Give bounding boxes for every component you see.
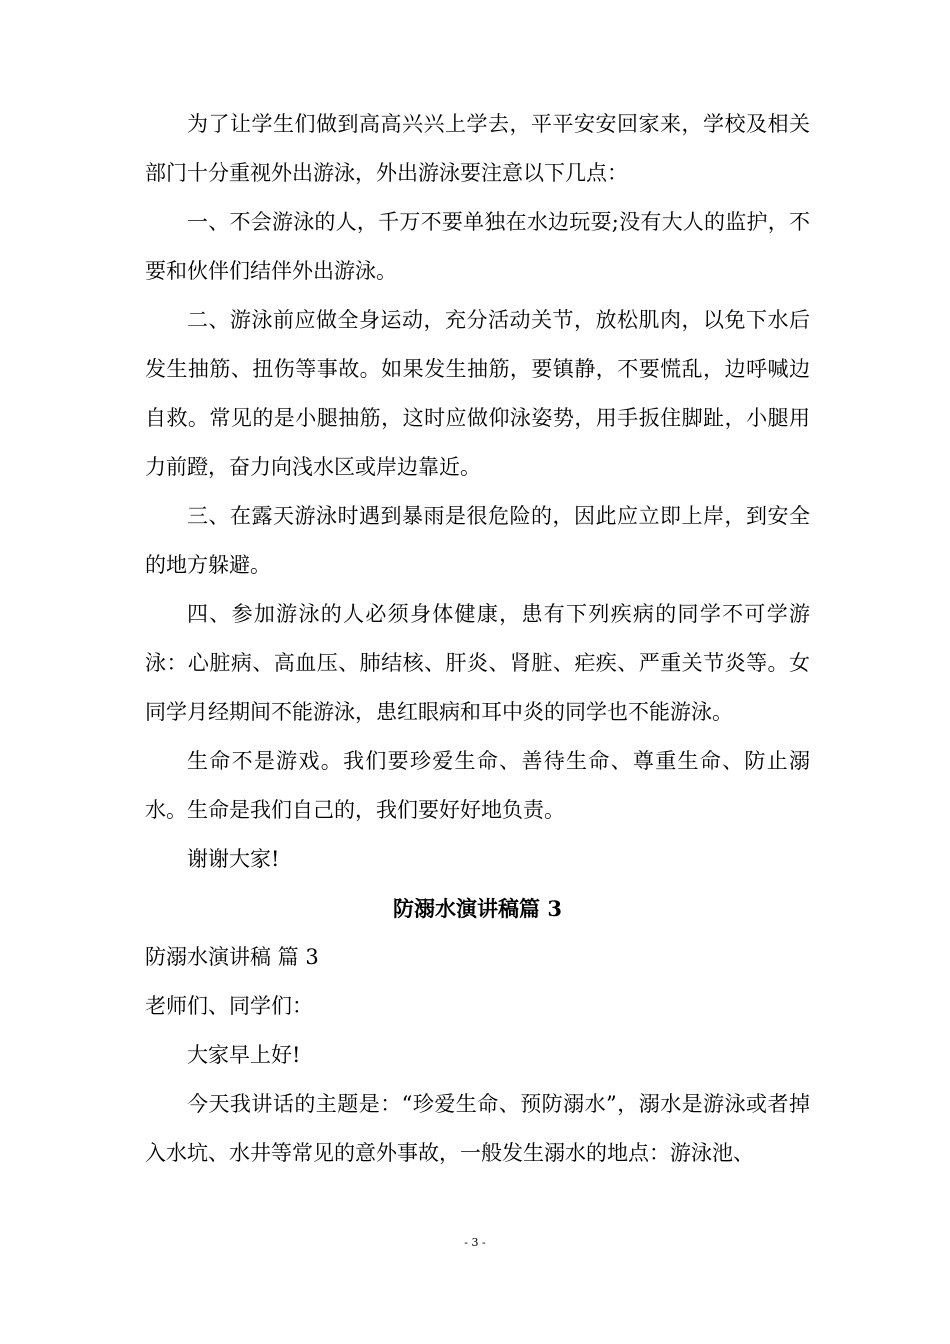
paragraph-point-1: 一、不会游泳的人，千万不要单独在水边玩耍;没有大人的监护，不要和伙伴们结伴外出游泳。 [145, 210, 810, 283]
paragraph-point-2: 二、游泳前应做全身运动，充分活动关节，放松肌肉，以免下水后发生抽筋、扭伤等事故。如果发生抽筋，要镇静，不要慌乱，边呼喊边自救。常见的是小腿抽筋，这时应做仰泳姿势，用手扳住脚趾，小腿用力前蹬，奋力向浅水区或岸边靠近。 [145, 308, 810, 479]
greeting: 大家早上好! [187, 1043, 301, 1067]
section-heading: 防溺水演讲稿篇 3 [393, 896, 562, 921]
page-number: - 3 - [464, 1236, 486, 1249]
paragraph-life: 生命不是游戏。我们要珍爱生命、善待生命、尊重生命、防止溺水。生命是我们自己的，我们要好好地负责。 [145, 749, 810, 822]
paragraph-thanks: 谢谢大家! [187, 847, 280, 871]
paragraph-topic: 今天我讲话的主题是：“珍爱生命、预防溺水”，溺水是游泳或者掉入水坑、水井等常见的意外事故，一般发生溺水的地点：游泳池、 [145, 1092, 810, 1165]
paragraph-intro: 为了让学生们做到高高兴兴上学去，平平安安回家来，学校及相关部门十分重视外出游泳，外出游泳要注意以下几点： [145, 112, 810, 185]
salutation: 老师们、同学们： [145, 994, 313, 1018]
section-subtitle: 防溺水演讲稿 篇 3 [145, 945, 319, 969]
paragraph-point-3: 三、在露天游泳时遇到暴雨是很危险的，因此应立即上岸，到安全的地方躲避。 [145, 504, 810, 577]
paragraph-point-4: 四、参加游泳的人必须身体健康，患有下列疾病的同学不可学游泳：心脏病、高血压、肺结核、肝炎、肾脏、疟疾、严重关节炎等。女同学月经期间不能游泳，患红眼病和耳中炎的同学也不能游泳。 [145, 602, 810, 724]
document-body [145, 100, 810, 1178]
